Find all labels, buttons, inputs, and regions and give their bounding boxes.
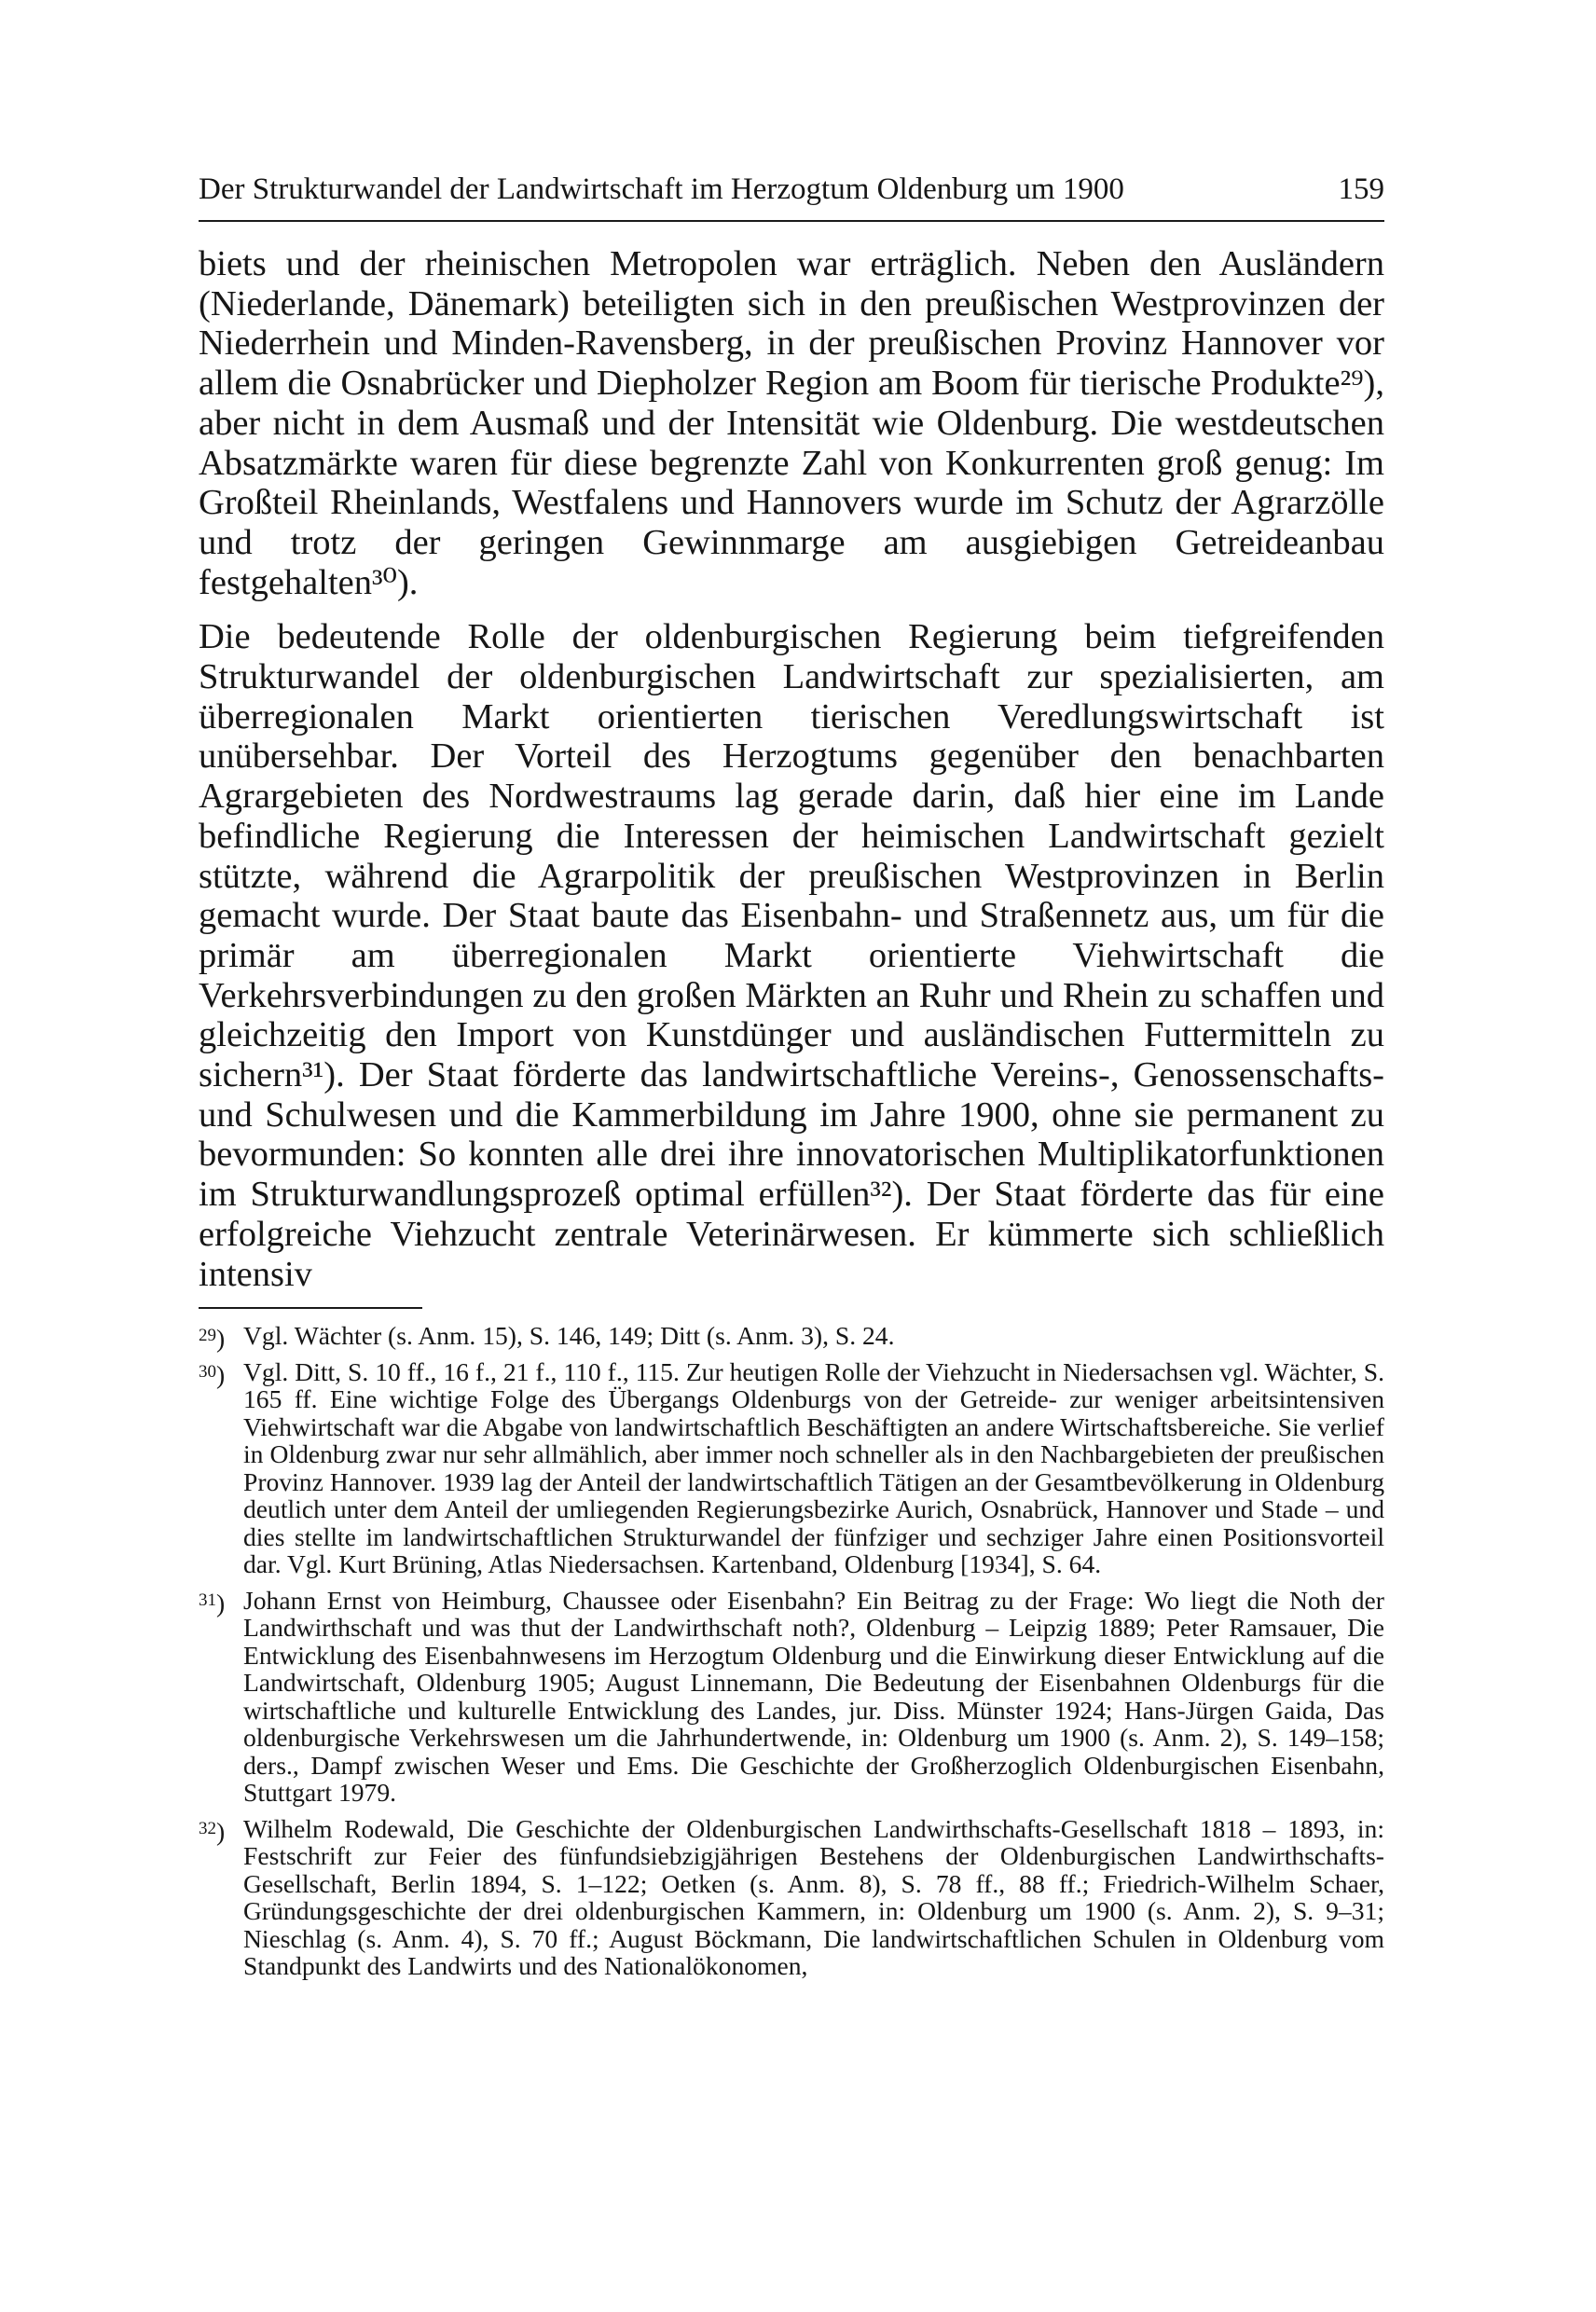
body-paragraph: biets und der rheinischen Metropolen war erträglich. Neben den Ausländern (Niederlande, Dänemark) beteiligten sich in den preußischen Westprovinzen der Niederrhein und Minden-Ravensberg, in der preußischen Provinz Hannover vor allem die Osnabrücker und Diepholzer Region am Boom für tierische Produkte²⁹), aber nicht in dem Ausmaß und der Intensität wie Oldenburg. Die westdeutschen Absatzmärkte waren für diese begrenzte Zahl von Konkurrenten groß genug: Im Großteil Rheinlands, Westfalens und Hannovers wurde im Schutz der Agrarzölle und trotz der geringen Gewinnmarge am ausgiebigen Getreideanbau festgehalten³⁰). xyxy=(199,244,1384,602)
footnote-marker: $^{29}$) xyxy=(199,1324,226,1353)
body-paragraph: Die bedeutende Rolle der oldenburgischen Regierung beim tiefgreifenden Strukturwandel der oldenburgischen Landwirtschaft zur spezialisierten, am überregionalen Markt orientierten tierischen Veredlungswirtschaft ist unübersehbar. Der Vorteil des Herzogtums gegenüber den benachbarten Agrargebieten des Nordwestraums lag gerade darin, daß hier eine im Lande befindliche Regierung die Interessen der heimischen Landwirtschaft gezielt stützte, während die Agrarpolitik der preußischen Westprovinzen in Berlin gemacht wurde. Der Staat baute das Eisenbahn- und Straßennetz aus, um für die primär am überregionalen Markt orientierte Viehwirtschaft die Verkehrsverbindungen zu den großen Märkten an Ruhr und Rhein zu schaffen und gleichzeitig den Import von Kunstdünger und ausländischen Futtermitteln zu sichern³¹). Der Staat förderte das landwirtschaftliche Vereins-, Genossenschafts- und Schulwesen und die Kammerbildung im Jahre 1900, ohne sie permanent zu bevormunden: So konnten alle drei ihre innovatorischen Multiplikatorfunktionen im Strukturwandlungsprozeß optimal erfüllen³²). Der Staat förderte das für eine erfolgreiche Viehzucht zentrale Veterinärwesen. Er kümmerte sich schließlich intensiv xyxy=(199,617,1384,1294)
running-head-title: Der Strukturwandel der Landwirtschaft im Herzogtum Oldenburg um 1900 xyxy=(199,172,1124,206)
running-head xyxy=(199,171,1384,208)
footnote xyxy=(199,1321,1384,1353)
footnote xyxy=(199,1815,1384,1980)
footnote-text: Johann Ernst von Heimburg, Chaussee oder Eisenbahn? Ein Beitrag zu der Frage: Wo liegt die Noth der Landwirthschaft und was thut der Landwirthschaft noth?, Oldenburg – Leipzig 1889; Peter Ramsauer, Die Entwicklung des Eisenbahnwesens im Herzogtum Oldenburg und die Einwirkung dieser Entwicklung auf die Landwirtschaft, Oldenburg 1905; August Linnemann, Die Bedeutung der Eisenbahnen Oldenburgs für die wirtschaftliche und kulturelle Entwicklung des Landes, jur. Diss. Münster 1924; Hans-Jürgen Gaida, Das oldenburgische Verkehrswesen um die Jahrhundertwende, in: Oldenburg um 1900 (s. Anm. 2), S. 149–158; ders., Dampf zwischen Weser und Ems. Die Geschichte der Großherzoglich Oldenburgischen Eisenbahn, Stuttgart 1979. xyxy=(243,1585,1384,1807)
main-text xyxy=(199,244,1384,1294)
footnote-marker: $^{30}$) xyxy=(199,1359,226,1389)
footnotes xyxy=(199,1322,1384,1980)
header-rule xyxy=(199,220,1384,222)
footnote-text: Vgl. Ditt, S. 10 ff., 16 f., 21 f., 110 f., 115. Zur heutigen Rolle der Viehzucht in Niedersachsen vgl. Wächter, S. 165 ff. Eine wichtige Folge des Übergangs Oldenburgs von der Getreide- zur weniger arbeitsintensiven Viehwirtschaft war die Abgabe von landwirtschaftlich Beschäftigten an andere Wirtschaftsbereiche. Sie verlief in Oldenburg zwar nur sehr allmählich, aber immer noch schneller als in den Nachbargebieten der preußischen Provinz Hannover. 1939 lag der Anteil der landwirtschaftlich Tätigen an der Gesamtbevölkerung in Oldenburg deutlich unter dem Anteil der umliegenden Regierungsbezirke Aurich, Osnabrück, Hannover und Stade – und dies stellte im landwirtschaftlichen Strukturwandel der fünfziger und sechziger Jahre einen Positionsvorteil dar. Vgl. Kurt Brüning, Atlas Niedersachsen. Kartenband, Oldenburg [1934], S. 64. xyxy=(243,1356,1384,1578)
footnote-separator xyxy=(199,1307,422,1309)
footnote-text: Wilhelm Rodewald, Die Geschichte der Oldenburgischen Landwirthschafts-Gesellschaft 1818 – 1893, in: Festschrift zur Feier des fünfundsiebzigjährigen Bestehens der Oldenburgischen Landwirthschafts-Gesellschaft, Berlin 1894, S. 1–122; Oetken (s. Anm. 8), S. 78 ff., 88 ff.; Friedrich-Wilhelm Schaer, Gründungsgeschichte der drei oldenburgischen Kammern, in: Oldenburg um 1900 (s. Anm. 2), S. 9–31; Nieschlag (s. Anm. 4), S. 70 ff.; August Böckmann, Die landwirtschaftlichen Schulen in Oldenburg vom Standpunkt des Landwirts und des Nationalökonomen, xyxy=(243,1813,1384,1980)
page-number: 159 xyxy=(1338,172,1384,206)
footnote-marker: $^{32}$) xyxy=(199,1816,226,1846)
footnote-marker: $^{31}$) xyxy=(199,1588,226,1617)
footnote-text: Vgl. Wächter (s. Anm. 15), S. 146, 149; Ditt (s. Anm. 3), S. 24. xyxy=(243,1321,895,1350)
footnote xyxy=(199,1587,1384,1807)
footnote xyxy=(199,1358,1384,1578)
